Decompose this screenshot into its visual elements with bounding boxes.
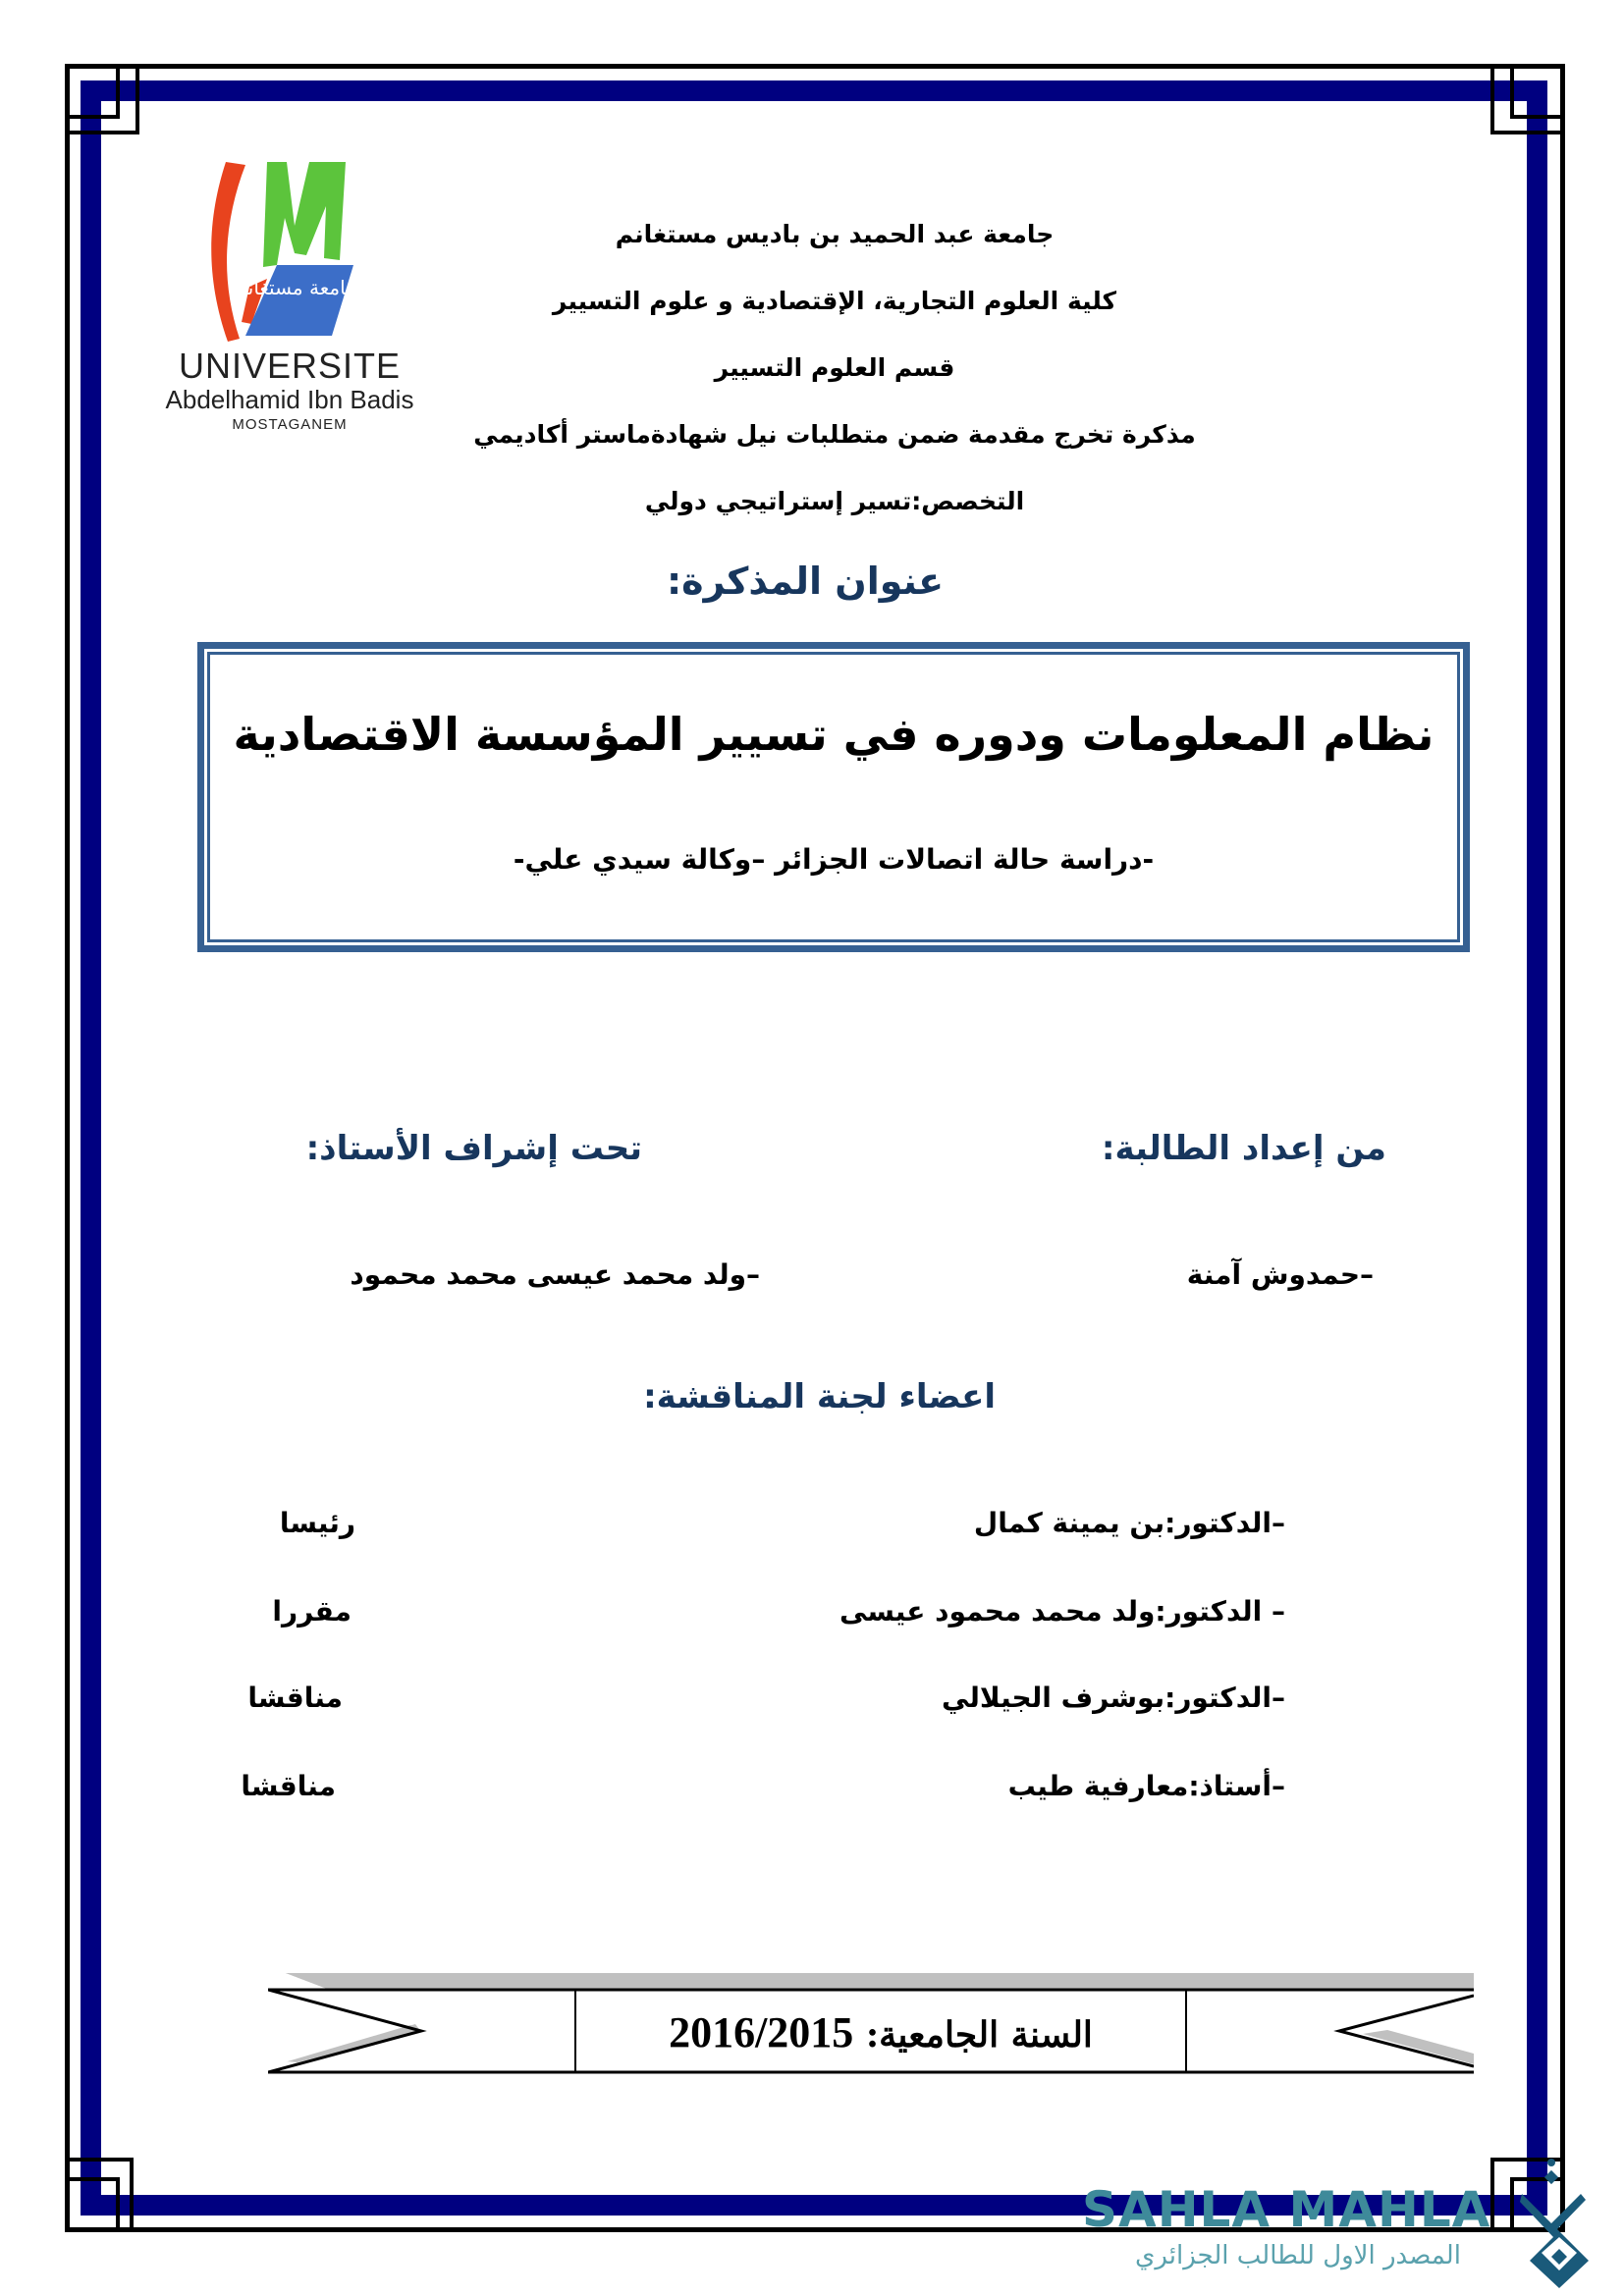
header-faculty: كلية العلوم التجارية، الإقتصادية و علوم التسيير xyxy=(552,287,1117,315)
corner-ornament-top-right-2 xyxy=(1490,64,1565,134)
jury-member-name: –أستاذ:معارفية طيب xyxy=(1007,1770,1285,1802)
logo-univ-line1: UNIVERSITE xyxy=(178,346,402,386)
watermark-brand: SAHLA MAHLA xyxy=(1082,2181,1491,2238)
header-degree: مذكرة تخرج مقدمة ضمن متطلبات نيل شهادةماستر أكاديمي xyxy=(473,420,1196,449)
logo-arabic-text: جامعة مستغانم xyxy=(235,276,358,299)
jury-heading: اعضاء لجنة المناقشة: xyxy=(643,1377,996,1416)
university-logo xyxy=(147,157,432,442)
jury-member-role: مناقشا xyxy=(247,1682,343,1714)
watermark-tagline: المصدر الاول للطالب الجزائري xyxy=(1135,2241,1461,2270)
memo-title: نظام المعلومات ودوره في تسيير المؤسسة الاقتصادية xyxy=(233,708,1435,761)
jury-member-role: مقررا xyxy=(272,1595,352,1628)
jury-member-role: رئيسا xyxy=(279,1507,355,1539)
jury-member-name: –الدكتور:بوشرف الجيلالي xyxy=(942,1682,1285,1714)
corner-ornament-top-left-2 xyxy=(65,64,139,134)
memo-heading: عنوان المذكرة: xyxy=(666,560,945,603)
logo-univ-line3: MOSTAGANEM xyxy=(232,416,348,433)
header-department: قسم العلوم التسيير xyxy=(714,353,955,382)
watermark-calligraphy-icon xyxy=(1512,2155,1610,2292)
logo-emblem-icon xyxy=(147,157,432,348)
academic-year-label: السنة الجامعية: xyxy=(865,2014,1093,2056)
header-university: جامعة عبد الحميد بن باديس مستغانم xyxy=(615,220,1055,248)
jury-member-name: –الدكتور:بن يمينة كمال xyxy=(973,1507,1285,1539)
title-box xyxy=(197,642,1470,952)
supervised-by-heading: تحت إشراف الأستاذ: xyxy=(305,1129,642,1168)
title-box-inner-border xyxy=(207,652,1460,942)
header-specialty: التخصص:تسير إستراتيجي دولي xyxy=(644,487,1025,515)
corner-ornament-bottom-left-2 xyxy=(65,2158,134,2232)
supervisor-name: –ولد محمد عيسى محمد محمود xyxy=(350,1258,760,1291)
logo-univ-line2: Abdelhamid Ibn Badis xyxy=(165,385,414,414)
jury-member-role: مناقشا xyxy=(241,1770,336,1802)
memo-subtitle: -دراسة حالة اتصالات الجزائر –وكالة سيدي علي- xyxy=(513,843,1155,876)
academic-year-value: 2016/2015 xyxy=(669,2008,854,2056)
jury-member-name: – الدكتور:ولد محمد محمود عيسى xyxy=(839,1595,1285,1628)
academic-year xyxy=(579,2007,1182,2057)
student-name: –حمدوش آمنة xyxy=(1186,1258,1374,1291)
prepared-by-heading: من إعداد الطالبة: xyxy=(1101,1129,1386,1168)
